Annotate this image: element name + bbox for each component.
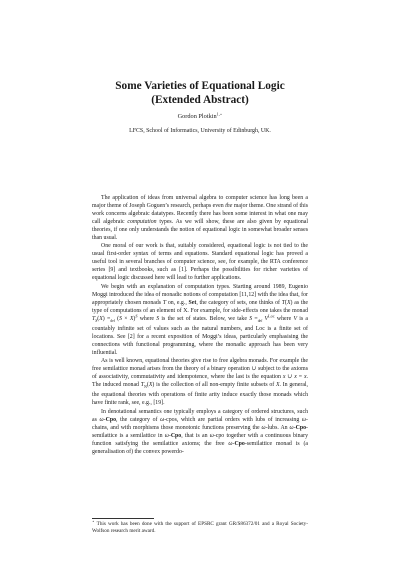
- affiliation: LFCS, School of Informatics, University of Edinburgh, UK.: [129, 128, 271, 134]
- abstract-body: [92, 194, 308, 456]
- paragraph: We begin with an explanation of computation types. Starting around 1989, Eugenio Moggi introduced the idea of monadic notions of computation [11,12] with the idea that, for appropriately chosen monads T on, e.g., Set, the category of sets, one thinks of T(X) as the type of computations of an element of X. For example, for side-effects one takes the monad $T_S(X) =_{def}$ $(S \times X)^S$ where S is the set of states. Below, we take $S =_{def}$ $V^{Loc}$ where V is a countably infinite set of values such as the natural numbers, and Loc is a finite set of locations. See [2] for a recent exposition of Moggi’s ideas, particularly emphasising the connections with functional programming, where the monadic approach has been very influential.: [92, 283, 309, 357]
- paragraph: The application of ideas from universal algebra to computer science has long been a major theme of Joseph Goguen’s research, perhaps even the major theme. One strand of this work concerns algebraic datatypes. Recently there has been some interest in what one may call algebraic computation types. As we will show, these are also given by equational theories, if one only understands the notion of equational logic in somewhat broader senses than usual.: [92, 195, 308, 242]
- footnote-rule: [92, 518, 154, 519]
- footnote-mark: ⋆: [92, 518, 95, 524]
- author-name: Gordon Plotkin: [177, 113, 217, 120]
- paragraph: One moral of our work is that, suitably considered, equational logic is not tied to the usual first-order syntax of terms and equations. Standard equational logic has proved a useful tool in several branches of computer science, see, for example, the RTA conference series [9] and textbooks, such as [1]. Perhaps the possibilities for richer varieties of equational logic discussed here will lead to further applications.: [92, 243, 308, 282]
- footnote-text: This work has been done with the support of EPSRC grant GR/S86372/01 and a Royal Society-Wolfson research merit award.: [92, 521, 308, 534]
- footnote: [92, 518, 308, 535]
- author-line: [0, 113, 400, 121]
- paper-subtitle: (Extended Abstract): [151, 94, 249, 106]
- paragraph: As is well known, equational theories give rise to free algebra monads. For example the free semilattice monad arises from the theory of a binary operation ∪ subject to the axioms of associativity, commutativity and idempotence, where the last is the equation x ∪ x = x. The induced monad $T_N(X)$ is the collection of all non-empty finite subsets of X. In general, the equational theories with operations of finite arity induce exactly those monads which have finite rank, see, e.g., [19].: [92, 358, 309, 407]
- author-marks: 1,⋆: [216, 111, 223, 117]
- paper-title: Some Varieties of Equational Logic: [115, 80, 285, 92]
- paragraph: In denotational semantics one typically employs a category of ordered structures, such as ω-Cpo, the category of ω-cpos, which are partial orders with lubs of increasing ω-chains, and with morphisms those monotonic functions preserving the ω-lubs. An ω-Cpo-semilattice is a semilattice in ω-Cpo, that is an ω-cpo together with a continuous binary function satisfying the semilattice axioms; the free ω-Cpo-semilattice monad is (a generalisation of) the convex powerdo-: [92, 408, 308, 455]
